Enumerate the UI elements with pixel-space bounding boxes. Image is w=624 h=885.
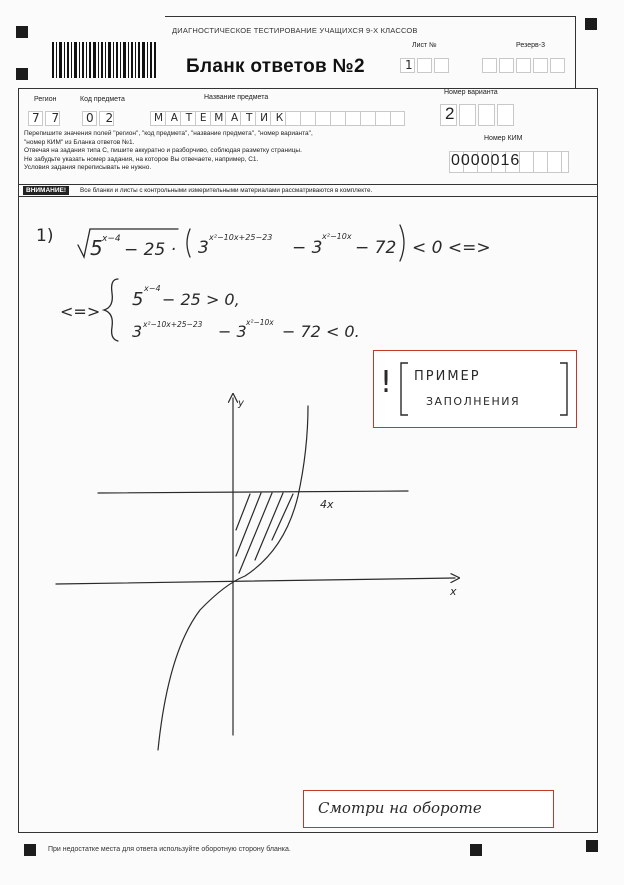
variant-cell[interactable] (459, 104, 476, 126)
sheet-cell[interactable] (434, 58, 449, 73)
corner-marker (585, 18, 597, 30)
subject-name-value: М А Т Е М А Т И К (154, 112, 286, 124)
warning-rule (18, 184, 598, 185)
svg-text:x²−10x: x²−10x (322, 232, 352, 241)
stamp-line-1: ПРИМЕР (414, 369, 481, 384)
instruction-line: Условия задания переписывать не нужно. (24, 164, 152, 172)
corner-marker (470, 844, 482, 856)
region-value: 7 7 (32, 111, 64, 125)
svg-text:− 72 < 0.: − 72 < 0. (282, 322, 360, 341)
equiv-sign: <=> (60, 302, 101, 321)
svg-text:x−4: x−4 (102, 234, 121, 244)
see-back-text: Смотри на обороте (318, 799, 482, 817)
line-label: 4x (320, 498, 334, 511)
y-axis-label: y (238, 398, 244, 409)
corner-marker (16, 26, 28, 38)
region-label: Регион (34, 96, 57, 103)
corner-marker (586, 840, 598, 852)
instruction-line: Не забудьте указать номер задания, на которое Вы отвечаете, например, C1. (24, 155, 259, 163)
footer-note: При недостатке места для ответа используйте оборотную сторону бланка. (48, 846, 291, 853)
reserve-cell[interactable] (533, 58, 548, 73)
svg-text:x²−10x: x²−10x (246, 318, 274, 327)
subject-code-value: 0 2 (86, 111, 118, 125)
instruction-line: "номер КИМ" из Бланка ответов №1. (24, 138, 135, 146)
svg-text:5: 5 (90, 236, 103, 260)
svg-text:x²−10x+25−23: x²−10x+25−23 (143, 320, 203, 329)
svg-text:x²−10x+25−23: x²−10x+25−23 (209, 233, 273, 242)
warning-rule (18, 196, 598, 197)
subject-code-label: Код предмета (80, 96, 125, 103)
warning-badge: ВНИМАНИЕ! (23, 186, 69, 195)
bracket-right-icon (558, 361, 570, 417)
svg-text:5: 5 (132, 289, 144, 310)
variant-cell[interactable] (478, 104, 495, 126)
header-rule (165, 16, 575, 17)
sheet-label: Лист № (412, 42, 437, 49)
instruction-line: Отвечая на задания типа С, пишите аккуратно и разборчиво, соблюдая разметку страницы. (24, 147, 302, 155)
svg-text:< 0 <=>: < 0 <=> (412, 238, 491, 258)
svg-text:− 72: − 72 (355, 238, 397, 258)
variant-value: 2 (445, 104, 455, 123)
svg-text:− 25 > 0,: − 25 > 0, (162, 290, 240, 309)
variant-cell[interactable] (497, 104, 514, 126)
svg-text:− 3: − 3 (218, 322, 247, 341)
exclamation-mark: ! (380, 365, 393, 400)
reserve-label: Резерв-3 (516, 42, 545, 49)
corner-marker (24, 844, 36, 856)
variant-label: Номер варианта (444, 89, 498, 96)
see-back-box (303, 790, 554, 828)
svg-text:x−4: x−4 (144, 284, 161, 293)
barcode (52, 42, 156, 78)
form-header-line: ДИАГНОСТИЧЕСКОЕ ТЕСТИРОВАНИЕ УЧАЩИХСЯ 9-Х КЛАССОВ (172, 26, 418, 35)
sheet-value: 1 (405, 58, 413, 72)
hand-drawn-graph (50, 390, 470, 770)
x-axis (56, 578, 455, 584)
svg-text:− 3: − 3 (292, 238, 323, 258)
handwritten-math (60, 215, 530, 365)
stamp-line-2: ЗАПОЛНЕНИЯ (426, 395, 521, 408)
svg-text:− 25 ·: − 25 · (124, 240, 177, 260)
horizontal-line (98, 491, 408, 493)
header-rule (575, 16, 576, 88)
warning-text: Все бланки и листы с контрольными измерительными материалами рассматриваются в комплекте. (80, 187, 373, 194)
instructions (24, 130, 424, 173)
sheet-cell[interactable] (417, 58, 432, 73)
svg-text:3: 3 (132, 322, 143, 341)
reserve-cell[interactable] (516, 58, 531, 73)
kim-value: 0000016 (451, 152, 521, 169)
task-number: 1) (36, 226, 54, 246)
reserve-cell[interactable] (499, 58, 514, 73)
reserve-cell[interactable] (550, 58, 565, 73)
instruction-line: Перепишите значения полей "регион", "код предмета", "название предмета", "номер варианта", (24, 130, 313, 137)
corner-marker (16, 68, 28, 80)
reserve-cell[interactable] (482, 58, 497, 73)
kim-label: Номер КИМ (484, 135, 523, 142)
svg-text:3: 3 (198, 238, 209, 258)
subject-name-label: Название предмета (204, 94, 269, 101)
page-title: Бланк ответов №2 (186, 56, 365, 77)
x-axis-label: x (450, 585, 457, 598)
